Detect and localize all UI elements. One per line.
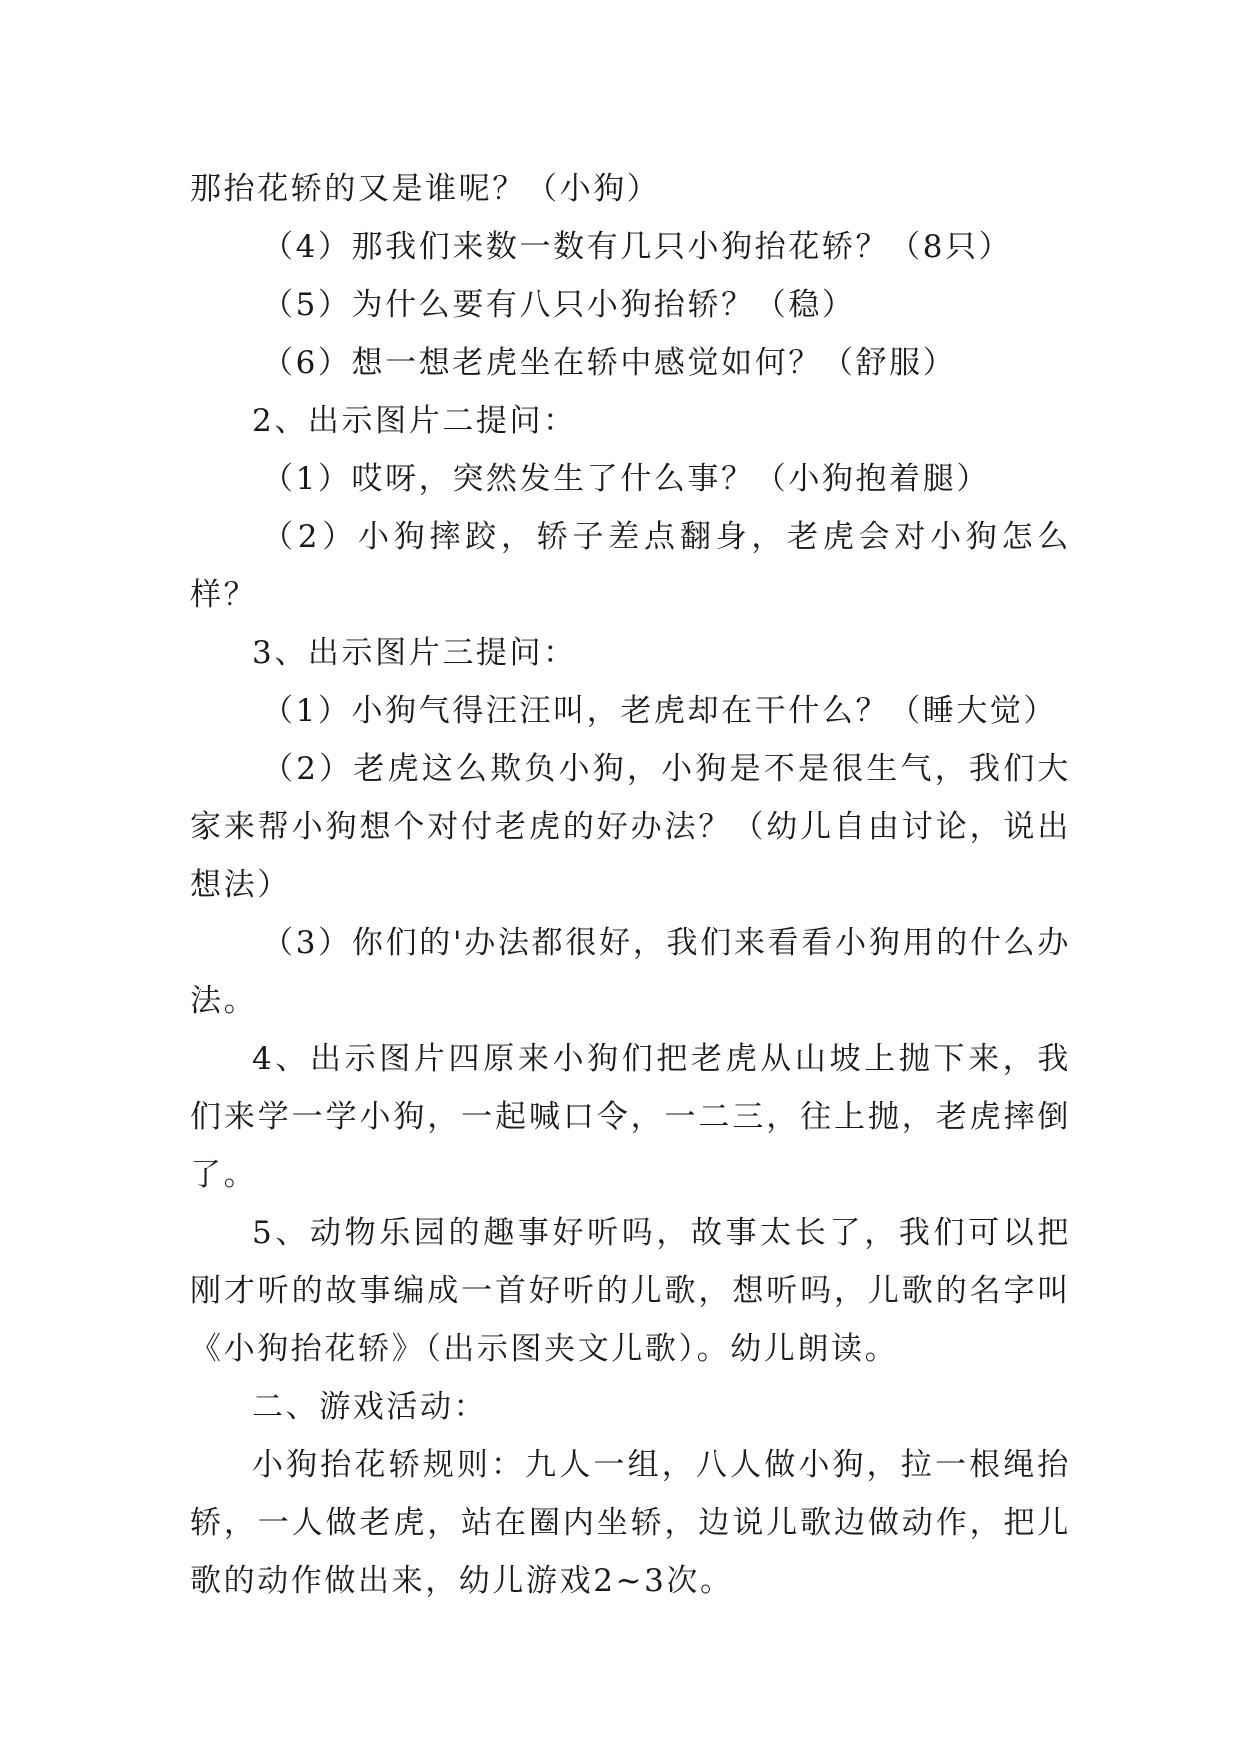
paragraph-11: （3）你们的'办法都很好，我们来看看小狗用的什么办法。 xyxy=(190,925,1071,1019)
paragraph-15: 小狗抬花轿规则：九人一组，八人做小狗，拉一根绳抬轿，一人做老虎，站在圈内坐轿，边说儿歌边做动作，把儿歌的动作做出来，幼儿游戏2~3次。 xyxy=(190,1447,1071,1599)
paragraph-7: （2）小狗摔跤，轿子差点翻身，老虎会对小狗怎么样？ xyxy=(190,519,1071,613)
paragraph-1: 那抬花轿的又是谁呢？（小狗） xyxy=(190,171,661,207)
paragraph-14: 二、游戏活动： xyxy=(252,1389,488,1425)
paragraph-13: 5、动物乐园的趣事好听吗，故事太长了，我们可以把刚才听的故事编成一首好听的儿歌，想听吗，儿歌的名字叫《小狗抬花轿》（出示图夹文儿歌）。幼儿朗读。 xyxy=(190,1215,1071,1367)
document-body xyxy=(190,160,1071,1610)
paragraph-5: 2、出示图片二提问： xyxy=(252,403,577,439)
paragraph-10: （2）老虎这么欺负小狗，小狗是不是很生气，我们大家来帮小狗想个对付老虎的好办法？（幼儿自由讨论，说出想法） xyxy=(190,751,1071,903)
paragraph-12: 4、出示图片四原来小狗们把老虎从山坡上抛下来，我们来学一学小狗，一起喊口令，一二三，往上抛，老虎摔倒了。 xyxy=(190,1041,1071,1193)
paragraph-9: （1）小狗气得汪汪叫，老虎却在干什么？（睡大觉） xyxy=(262,693,1058,729)
paragraph-4: （6）想一想老虎坐在轿中感觉如何？（舒服） xyxy=(262,345,957,381)
paragraph-6: （1）哎呀，突然发生了什么事？（小狗抱着腿） xyxy=(262,461,990,497)
paragraph-2: （4）那我们来数一数有几只小狗抬花轿？（8只） xyxy=(262,229,1013,265)
paragraph-3: （5）为什么要有八只小狗抬轿？（稳） xyxy=(262,287,856,323)
paragraph-8: 3、出示图片三提问： xyxy=(252,635,577,671)
